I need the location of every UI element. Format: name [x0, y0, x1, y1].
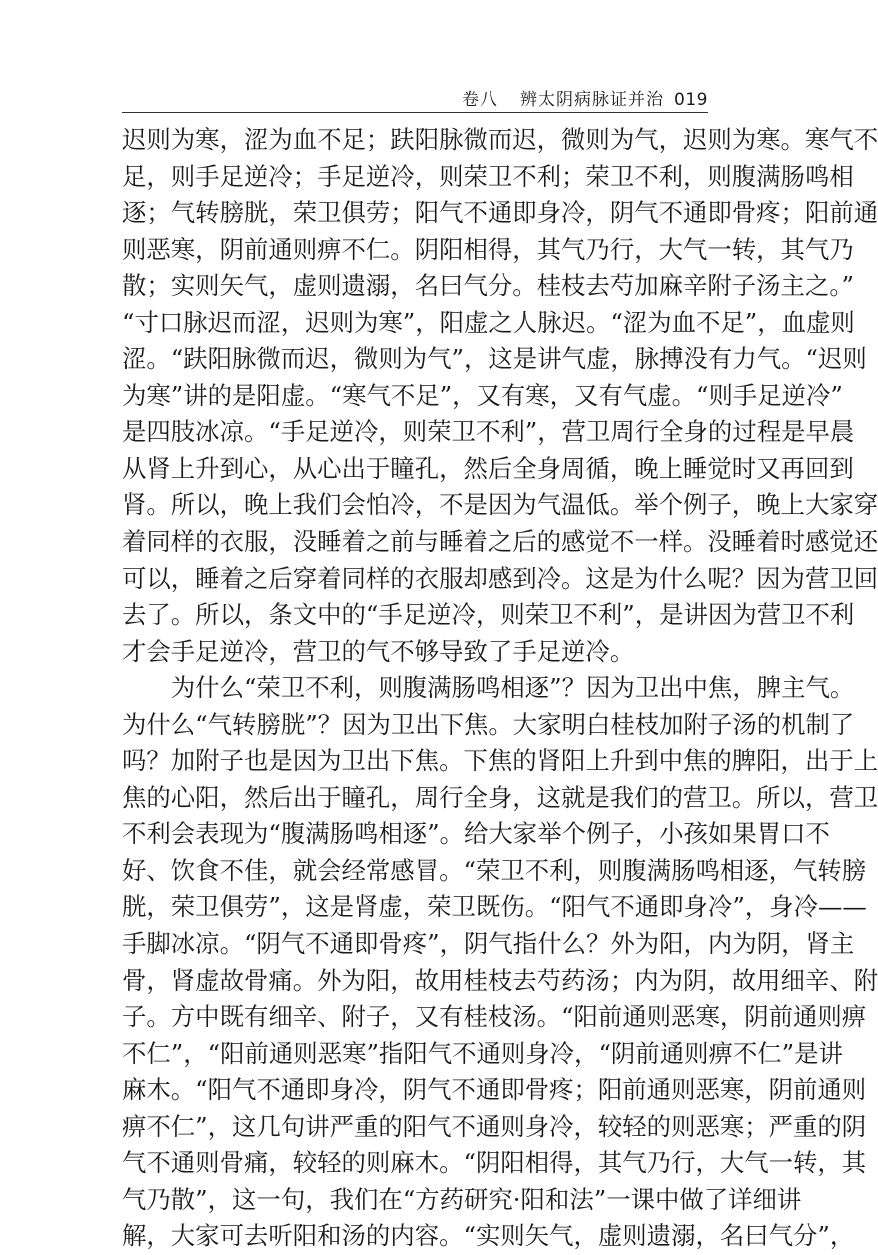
text-line: 胱，荣卫俱劳”，这是肾虚，荣卫既伤。“阳气不通即身冷”，身冷—— — [122, 892, 867, 922]
text-line: 为寒”讲的是阳虚。“寒气不足”，又有寒，又有气虚。“则手足逆冷” — [122, 380, 843, 410]
text-line: 焦的心阳，然后出于瞳孔，周行全身，这就是我们的营卫。所以，营卫 — [122, 782, 878, 812]
text-line: 为什么“气转膀胱”？因为卫出下焦。大家明白桂枝加附子汤的机制了 — [122, 709, 855, 739]
text-line: 散；实则矢气，虚则遗溺，名曰气分。桂枝去芍加麻辛附子汤主之。” — [122, 271, 854, 301]
text-line: 痹不仁”，这几句讲严重的阳气不通则身冷，较轻的则恶寒；严重的阴 — [122, 1111, 867, 1141]
paragraph-2 — [122, 670, 878, 1255]
chapter-title: 辨太阴病脉证并治 — [520, 90, 665, 110]
text-line: 气不通则骨痛，较轻的则麻木。“阴阳相得，其气乃行，大气一转，其 — [122, 1148, 867, 1178]
text-line: 涩。“趺阳脉微而迟，微则为气”，这是讲气虚，脉搏没有力气。“迟则 — [122, 344, 867, 374]
text-line: 手脚冰凉。“阴气不通即骨疼”，阴气指什么？外为阳，内为阴，肾主 — [122, 929, 855, 959]
text-line: 可以，睡着之后穿着同样的衣服却感到冷。这是为什么呢？因为营卫回 — [122, 563, 878, 593]
text-line: 着同样的衣服，没睡着之前与睡着之后的感觉不一样。没睡着时感觉还 — [122, 527, 878, 557]
text-line: 逐；气转膀胱，荣卫俱劳；阳气不通即身冷，阴气不通即骨疼；阳前通 — [122, 198, 878, 228]
text-line: 骨，肾虚故骨痛。外为阳，故用桂枝去芍药汤；内为阴，故用细辛、附 — [122, 965, 878, 995]
text-line: 迟则为寒，涩为血不足；趺阳脉微而迟，微则为气，迟则为寒。寒气不 — [122, 125, 878, 154]
text-line: “寸口脉迟而涩，迟则为寒”，阳虚之人脉迟。“涩为血不足”，血虚则 — [122, 307, 855, 337]
paragraph-1 — [122, 122, 878, 670]
text-line: 吗？加附子也是因为卫出下焦。下焦的肾阳上升到中焦的脾阳，出于上 — [122, 746, 878, 776]
text-line: 好、饮食不佳，就会经常感冒。“荣卫不利，则腹满肠鸣相逐，气转膀 — [122, 855, 867, 885]
body-text — [122, 122, 878, 1255]
volume-label: 卷八 — [462, 90, 499, 110]
page-number: 019 — [674, 90, 708, 110]
text-line: 则恶寒，阴前通则痹不仁。阴阳相得，其气乃行，大气一转，其气乃 — [122, 234, 854, 264]
text-line: 为什么“荣卫不利，则腹满肠鸣相逐”？因为卫出中焦，脾主气。 — [122, 673, 855, 703]
running-header — [122, 84, 708, 113]
text-line: 肾。所以，晚上我们会怕冷，不是因为气温低。举个例子，晚上大家穿 — [122, 490, 878, 520]
text-line: 足，则手足逆冷；手足逆冷，则荣卫不利；荣卫不利，则腹满肠鸣相 — [122, 161, 854, 191]
text-line: 去了。所以，条文中的“手足逆冷，则荣卫不利”，是讲因为营卫不利 — [122, 600, 855, 630]
text-line: 麻木。“阳气不通即身冷，阴气不通即骨疼；阳前通则恶寒，阴前通则 — [122, 1075, 867, 1105]
text-line: 不利会表现为“腹满肠鸣相逐”。给大家举个例子，小孩如果胃口不 — [122, 819, 830, 849]
text-line: 才会手足逆冷，营卫的气不够导致了手足逆冷。 — [122, 636, 635, 666]
text-line: 从肾上升到心，从心出于瞳孔，然后全身周循，晚上睡觉时又再回到 — [122, 453, 854, 483]
text-line: 子。方中既有细辛、附子，又有桂枝汤。“阳前通则恶寒，阴前通则痹 — [122, 1002, 867, 1032]
text-line: 解，大家可去听阳和汤的内容。“实则矢气，虚则遗溺，名曰气分”， — [122, 1221, 855, 1251]
text-line: 不仁”，“阳前通则恶寒”指阳气不通则身冷，“阴前通则痹不仁”是讲 — [122, 1038, 843, 1068]
text-line: 是四肢冰凉。“手足逆冷，则荣卫不利”，营卫周行全身的过程是早晨 — [122, 417, 855, 447]
text-line: 气乃散”，这一句，我们在“方药研究·阳和法”一课中做了详细讲 — [122, 1184, 802, 1214]
